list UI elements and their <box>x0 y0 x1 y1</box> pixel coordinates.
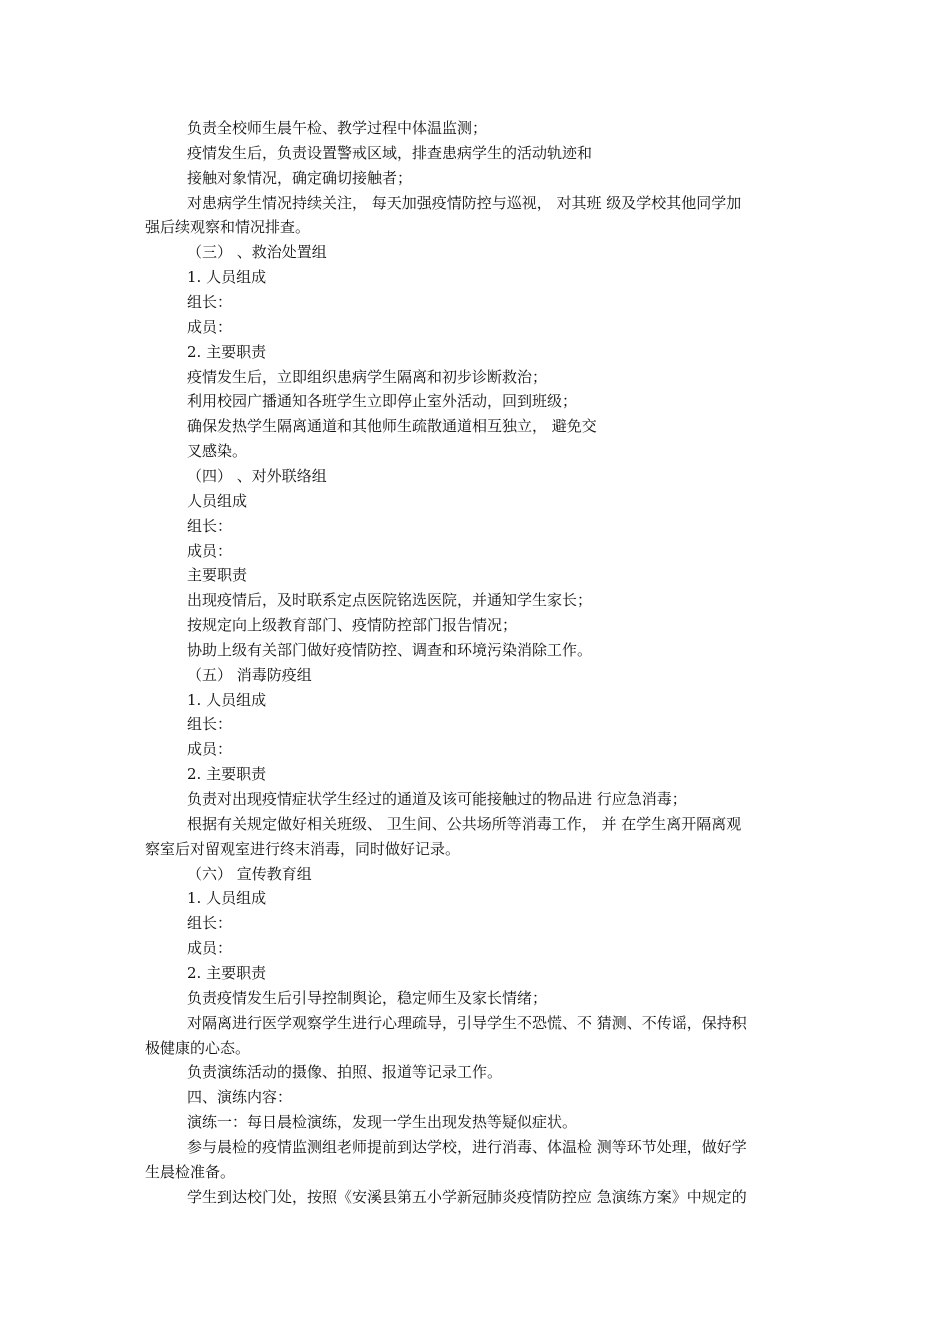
text-line: 强后续观察和情况排查。 <box>145 218 311 237</box>
text-line: 2. 主要职责 <box>187 963 267 982</box>
text-line: 负责全校师生晨午检、教学过程中体温监测； <box>187 119 488 137</box>
text-line: 确保发热学生隔离通道和其他师生疏散通道相互独立， 避免交 <box>187 417 597 436</box>
text-line: 利用校园广播通知各班学生立即停止室外活动，回到班级； <box>187 392 578 411</box>
text-line: 按规定向上级教育部门、疫情防控部门报告情况； <box>187 616 518 634</box>
text-line: 对患病学生情况持续关注， 每天加强疫情防控与巡视， 对其班 级及学校其他同学加 <box>187 193 742 212</box>
text-line: 人员组成 <box>187 491 248 510</box>
text-line: 负责演练活动的摄像、拍照、报道等记录工作。 <box>187 1063 503 1082</box>
text-line: 参与晨检的疫情监测组老师提前到达学校，进行消毒、体温检 测等环节处理，做好学 <box>187 1137 747 1156</box>
text-line: 叉感染。 <box>187 442 248 461</box>
text-line: 1. 人员组成 <box>187 268 267 287</box>
text-line: 负责对出现疫情症状学生经过的通道及该可能接触过的物品进 行应急消毒； <box>187 790 687 808</box>
text-line: 2. 主要职责 <box>187 765 267 784</box>
text-line: 组长： <box>187 914 233 933</box>
text-line: 成员： <box>187 541 233 560</box>
text-line: 极健康的心态。 <box>145 1038 251 1057</box>
text-line: （四） 、对外联络组 <box>187 466 327 485</box>
text-line: 主要职责 <box>187 566 248 585</box>
text-line: 察室后对留观室进行终末消毒，同时做好记录。 <box>145 839 461 858</box>
text-line: 接触对象情况，确定确切接触者； <box>187 168 413 187</box>
text-line: 2. 主要职责 <box>187 342 267 361</box>
text-line: 疫情发生后，负责设置警戒区域，排查患病学生的活动轨迹和 <box>187 143 593 162</box>
text-line: 组长： <box>187 715 233 734</box>
text-line: 1. 人员组成 <box>187 690 267 709</box>
text-line: （六） 宣传教育组 <box>187 864 312 883</box>
text-line: 学生到达校门处，按照《安溪县第五小学新冠肺炎疫情防控应 急演练方案》中规定的 <box>187 1187 747 1206</box>
text-line: 疫情发生后，立即组织患病学生隔离和初步诊断救治； <box>187 367 548 386</box>
text-line: 出现疫情后，及时联系定点医院铭选医院，并通知学生家长； <box>187 591 593 610</box>
text-line: 演练一：每日晨检演练，发现一学生出现发热等疑似症状。 <box>187 1113 578 1131</box>
text-line: 负责疫情发生后引导控制舆论，稳定师生及家长情绪； <box>187 988 548 1007</box>
text-line: 四、演练内容： <box>187 1088 293 1107</box>
text-line: 成员： <box>187 939 233 958</box>
text-line: （三） 、救治处置组 <box>187 243 327 262</box>
text-line: 成员： <box>187 317 233 336</box>
text-line: 生晨检准备。 <box>145 1162 236 1181</box>
text-line: （五） 消毒防疫组 <box>187 665 312 684</box>
text-line: 成员： <box>187 740 233 759</box>
text-line: 对隔离进行医学观察学生进行心理疏导，引导学生不恐慌、不 猜测、不传谣，保持积 <box>187 1013 747 1032</box>
text-line: 根据有关规定做好相关班级、 卫生间、公共场所等消毒工作， 并 在学生离开隔离观 <box>187 814 742 833</box>
text-line: 协助上级有关部门做好疫情防控、调查和环境污染消除工作。 <box>187 640 593 659</box>
text-line: 组长： <box>187 293 233 311</box>
text-line: 组长： <box>187 516 233 535</box>
text-line: 1. 人员组成 <box>187 889 267 908</box>
